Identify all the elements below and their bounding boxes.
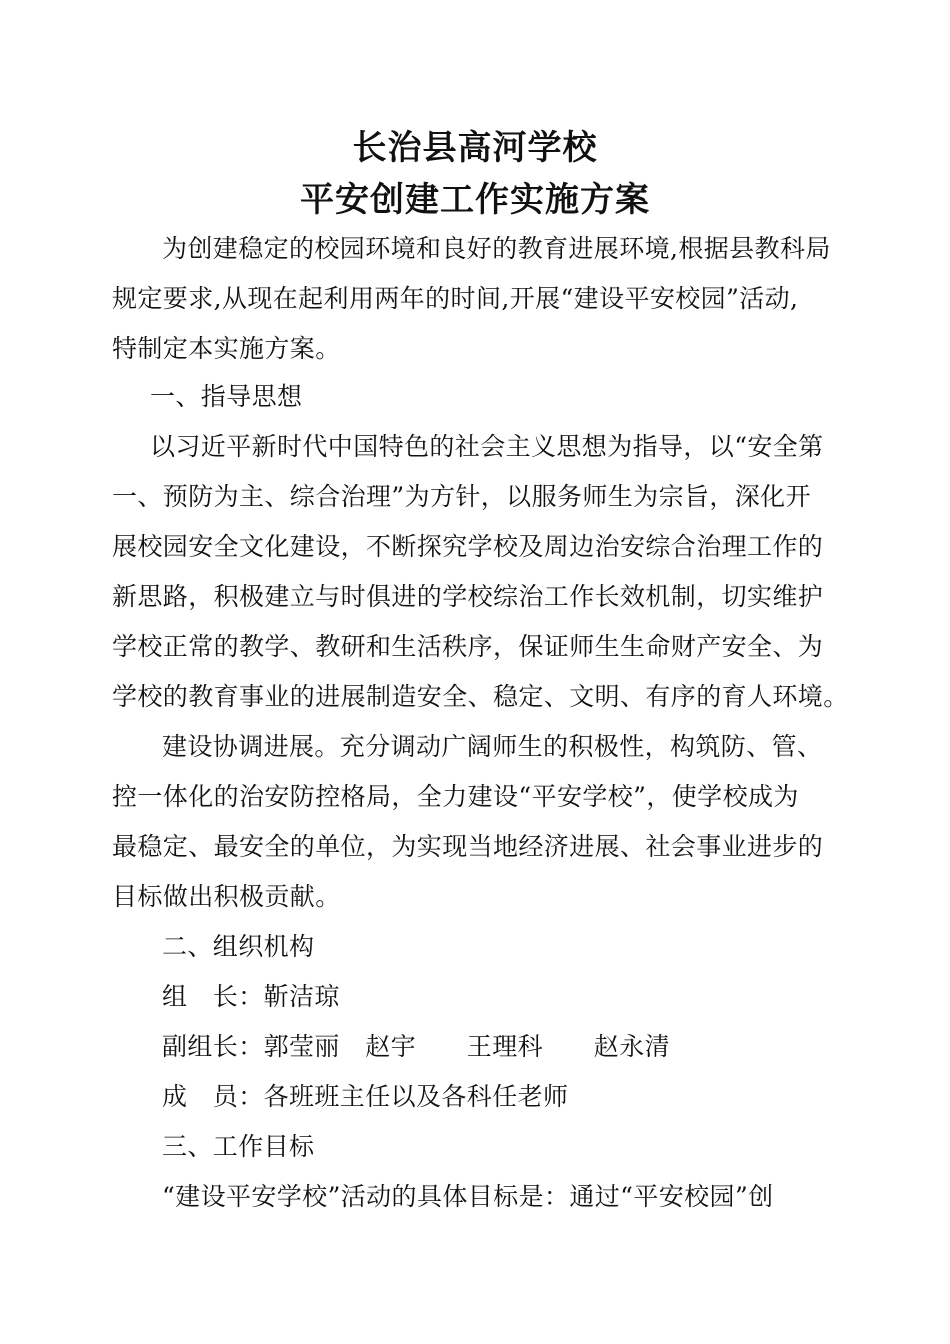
body-line: 学校正常的教学、教研和生活秩序，保证师生生命财产安全、为: [112, 632, 824, 661]
org-members: 成 员：各班班主任以及各科任老师: [162, 1082, 569, 1111]
body-line: 特制定本实施方案。: [112, 334, 341, 363]
body-line: 展校园安全文化建设，不断探究学校及周边治安综合治理工作的: [112, 532, 824, 561]
body-line: 建设协调进展。充分调动广阔师生的积极性，构筑防、管、: [162, 732, 823, 761]
section-heading-guiding-ideology: 一、指导思想: [150, 382, 303, 411]
document-title-school: 长治县高河学校: [352, 128, 598, 168]
body-line: 新思路，积极建立与时俱进的学校综治工作长效机制，切实维护: [112, 582, 824, 611]
org-leader: 组 长：靳洁琼: [162, 982, 340, 1011]
org-deputy-leaders: 副组长：郭莹丽 赵宇 王理科 赵永清: [162, 1032, 671, 1061]
section-heading-organization: 二、组织机构: [162, 932, 315, 961]
body-line: 学校的教育事业的进展制造安全、稳定、文明、有序的育人环境。: [112, 682, 849, 711]
body-line: 目标做出积极贡献。: [112, 882, 341, 911]
body-line: 为创建稳定的校园环境和良好的教育进展环境,根据县教科局: [162, 234, 831, 263]
body-line: “建设平安学校”活动的具体目标是：通过“平安校园”创: [162, 1182, 774, 1211]
document-title-plan: 平安创建工作实施方案: [300, 180, 650, 220]
body-line: 一、预防为主、综合治理”为方针，以服务师生为宗旨，深化开: [112, 482, 811, 511]
body-line: 规定要求,从现在起利用两年的时间,开展“建设平安校园”活动,: [112, 284, 799, 313]
body-line: 控一体化的治安防控格局，全力建设“平安学校”，使学校成为: [112, 782, 799, 811]
section-heading-work-goals: 三、工作目标: [162, 1132, 315, 1161]
body-line: 以习近平新时代中国特色的社会主义思想为指导，以“安全第: [150, 432, 824, 461]
body-line: 最稳定、最安全的单位，为实现当地经济进展、社会事业进步的: [112, 832, 824, 861]
